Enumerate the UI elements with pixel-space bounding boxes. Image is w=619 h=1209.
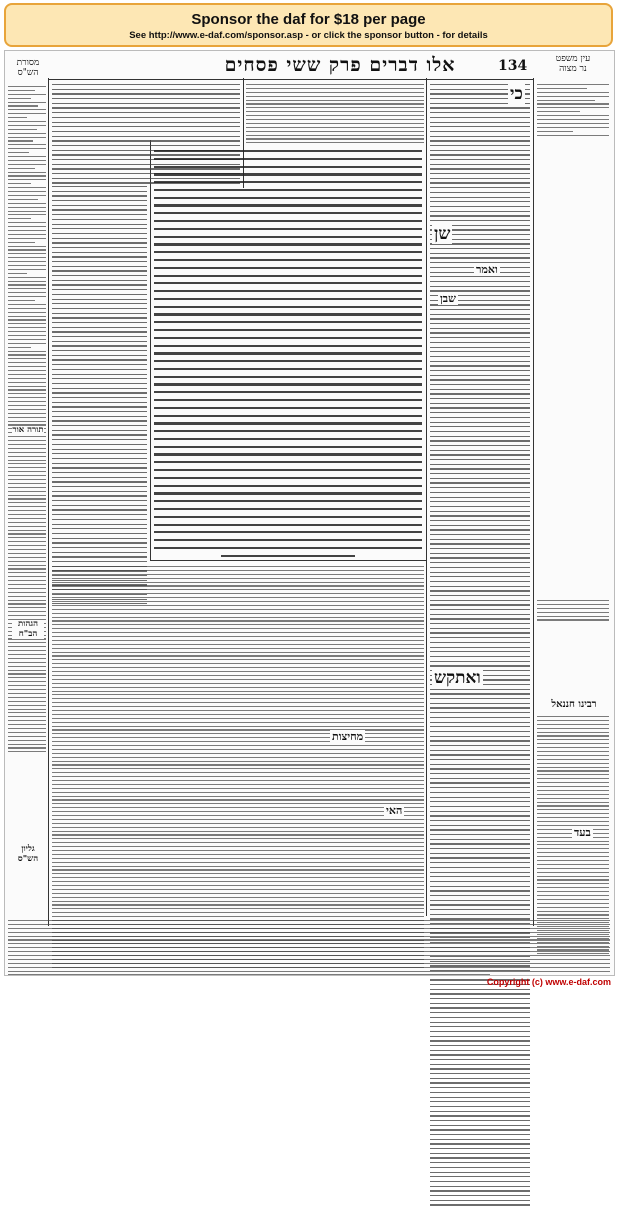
masoret-hashas-heading: מסורת הש"ס [16,58,40,78]
main-rashi-rule [426,78,427,916]
tosafot-main-rule [150,140,151,560]
rashi-heading-veomer: ואמר [476,263,498,276]
page-number: 134 [498,58,528,74]
commentary-heading-veatkish: ואתקש [434,668,481,688]
copyright-link[interactable]: Copyright (c) www.e-daf.com [486,977,611,987]
rashi-heading-ki: כי [510,84,523,104]
rashi-heading-shen: שן [434,224,451,244]
ein-mishpat-heading: עין משפט נר מצוה [555,54,591,74]
left-margin-rule [48,78,49,926]
tosafot-text-narrow [52,186,147,608]
right-margin-rule [533,78,534,926]
commentary-heading-ha: האי [386,804,403,817]
left-margin-notes [8,86,46,755]
rashi-heading-shen2: שבן [440,292,456,305]
rashi-text [430,84,530,1209]
page-title: אלו דברים פרק ששי פסחים [224,54,456,76]
gemara-top-text [246,84,424,146]
commentary-heading-mechitzot: מחיצות [332,730,364,743]
hagahot-label: הגהות הב"ח [12,620,44,639]
rabbeinu-chananel-label: רבינו חננאל [540,700,608,710]
header-rule [48,79,533,80]
ein-mishpat-notes [537,84,609,138]
ein-mishpat-notes-2 [537,600,609,623]
gilyon-label: גליון הש"ס [12,845,44,864]
torah-or-label: תורה אור [12,425,44,435]
lower-commentary-text [52,566,424,971]
sponsor-title: Sponsor the daf for $18 per page [191,11,426,28]
bottom-notes [8,920,610,978]
gemara-main-text [154,150,422,562]
chananel-heading-bead: בעד [574,826,591,839]
sponsor-subtitle[interactable]: See http://www.e-daf.com/sponsor.asp - or click the sponsor button - for details [129,30,488,41]
sponsor-banner[interactable] [4,3,613,47]
